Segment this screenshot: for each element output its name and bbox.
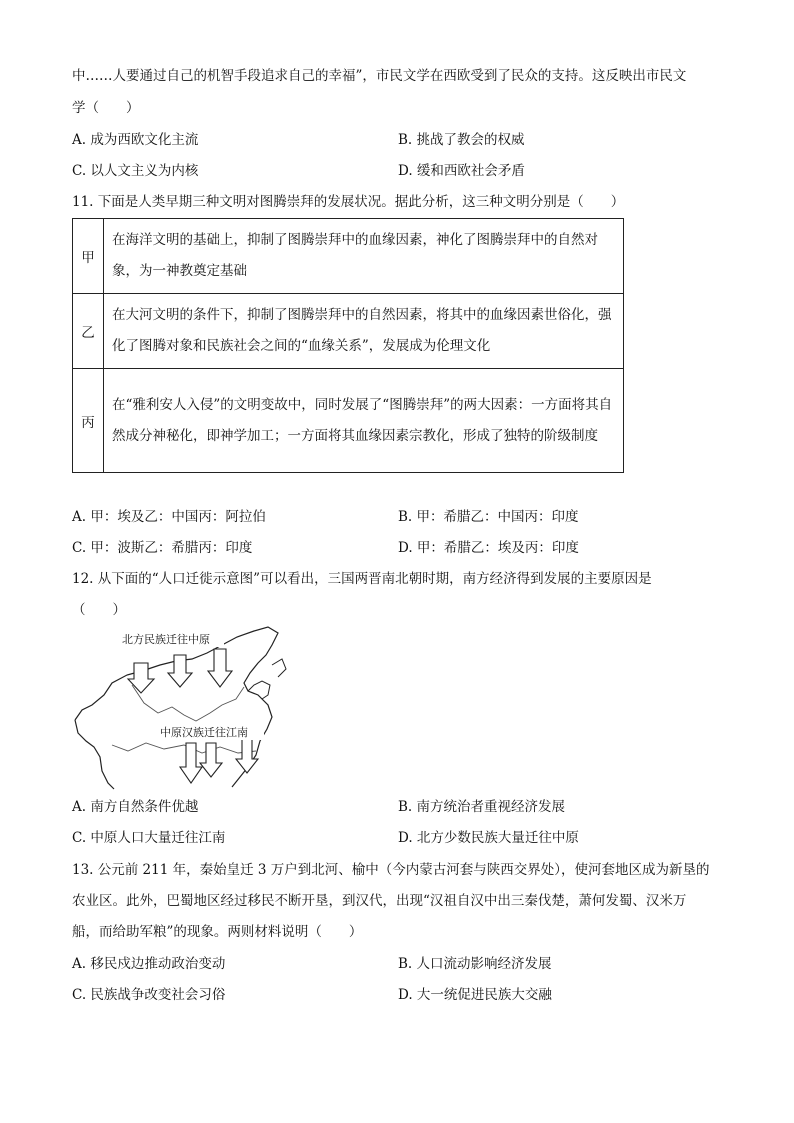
- q11-option-d: D. 甲：希腊乙：埃及丙：印度: [398, 540, 579, 556]
- southwest-border: [75, 720, 114, 789]
- q10-option-d: D. 缓和西欧社会矛盾: [398, 163, 525, 179]
- q10-option-c: C. 以人文主义为内核: [72, 163, 199, 179]
- table-row-label: 丙: [73, 369, 104, 473]
- q13-option-c: C. 民族战争改变社会习俗: [72, 987, 226, 1003]
- q12-stem-line2: （ ）: [72, 602, 126, 618]
- q11-option-c: C. 甲：波斯乙：希腊丙：印度: [72, 540, 253, 556]
- migration-map: [72, 625, 294, 792]
- q10-stem-line1: 中……人要通过自己的机智手段追求自己的幸福”，市民文学在西欧受到了民众的支持。这反映出市民文: [72, 68, 687, 84]
- q13-option-a: A. 移民戍边推动政治变动: [72, 956, 226, 972]
- q11-option-a: A. 甲：埃及乙：中国丙：阿拉伯: [72, 509, 266, 525]
- table-row-text: 在大河文明的条件下，抑制了图腾崇拜中的自然因素，将其中的血缘因素世俗化，强化了图腾对象和民族社会之间的“血缘关系”，发展成为伦理文化: [104, 294, 624, 369]
- q11-option-b: B. 甲：希腊乙：中国丙：印度: [398, 509, 579, 525]
- q13-stem-line1: 13. 公元前 211 年，秦始皇迁 3 万户到北河、榆中（今内蒙古河套与陕西交界处），使河套地区成为新垦的: [72, 862, 710, 878]
- q13-option-b: B. 人口流动影响经济发展: [398, 956, 552, 972]
- table-row-text: 在海洋文明的基础上，抑制了图腾崇拜中的血缘因素，神化了图腾崇拜中的自然对象，为一神教奠定基础: [104, 219, 624, 294]
- yangtze-river: [112, 743, 256, 753]
- q11-stem: 11. 下面是人类早期三种文明对图腾崇拜的发展状况。据此分析，这三种文明分别是（ ）: [72, 194, 625, 210]
- q10-stem-line2: 学（ ）: [72, 100, 140, 116]
- q10-option-a: A. 成为西欧文化主流: [72, 132, 199, 148]
- map-label-south: 中原汉族迁往江南: [160, 726, 248, 739]
- q12-option-c: C. 中原人口大量迁往江南: [72, 830, 226, 846]
- q11-table: [72, 218, 624, 473]
- table-row: [73, 369, 624, 473]
- q12-stem-line1: 12. 从下面的“人口迁徙示意图”可以看出，三国两晋南北朝时期，南方经济得到发展的主要原因是: [72, 571, 652, 587]
- north-migration-arrow: [128, 663, 154, 693]
- table-row: [73, 219, 624, 294]
- q13-option-d: D. 大一统促进民族大交融: [398, 987, 552, 1003]
- q13-stem-line3: 船，而给助军粮”的现象。两则材料说明（ ）: [72, 924, 363, 940]
- liaodong-coast: [272, 659, 286, 677]
- q10-option-b: B. 挑战了教会的权威: [398, 132, 525, 148]
- table-row: [73, 294, 624, 369]
- table-row-label: 乙: [73, 294, 104, 369]
- south-migration-arrow: [200, 743, 222, 777]
- q12-option-d: D. 北方少数民族大量迁往中原: [398, 830, 579, 846]
- map-label-north: 北方民族迁往中原: [122, 633, 210, 646]
- q12-option-a: A. 南方自然条件优越: [72, 799, 199, 815]
- table-row-label: 甲: [73, 219, 104, 294]
- north-migration-arrow: [208, 649, 232, 687]
- yellow-river: [132, 685, 244, 721]
- q12-option-b: B. 南方统治者重视经济发展: [398, 799, 566, 815]
- south-migration-arrow: [180, 743, 202, 783]
- q13-stem-line2: 农业区。此外，巴蜀地区经过移民不断开垦，到汉代，出现“汉祖自汉中出三秦伐楚，萧何发蜀、汉米万: [72, 893, 687, 909]
- table-row-text: 在“雅利安人入侵”的文明变故中，同时发展了“图腾崇拜”的两大因素：一方面将其自然成分神秘化，即神学加工；一方面将其血缘因素宗教化，形成了独特的阶级制度: [104, 369, 624, 473]
